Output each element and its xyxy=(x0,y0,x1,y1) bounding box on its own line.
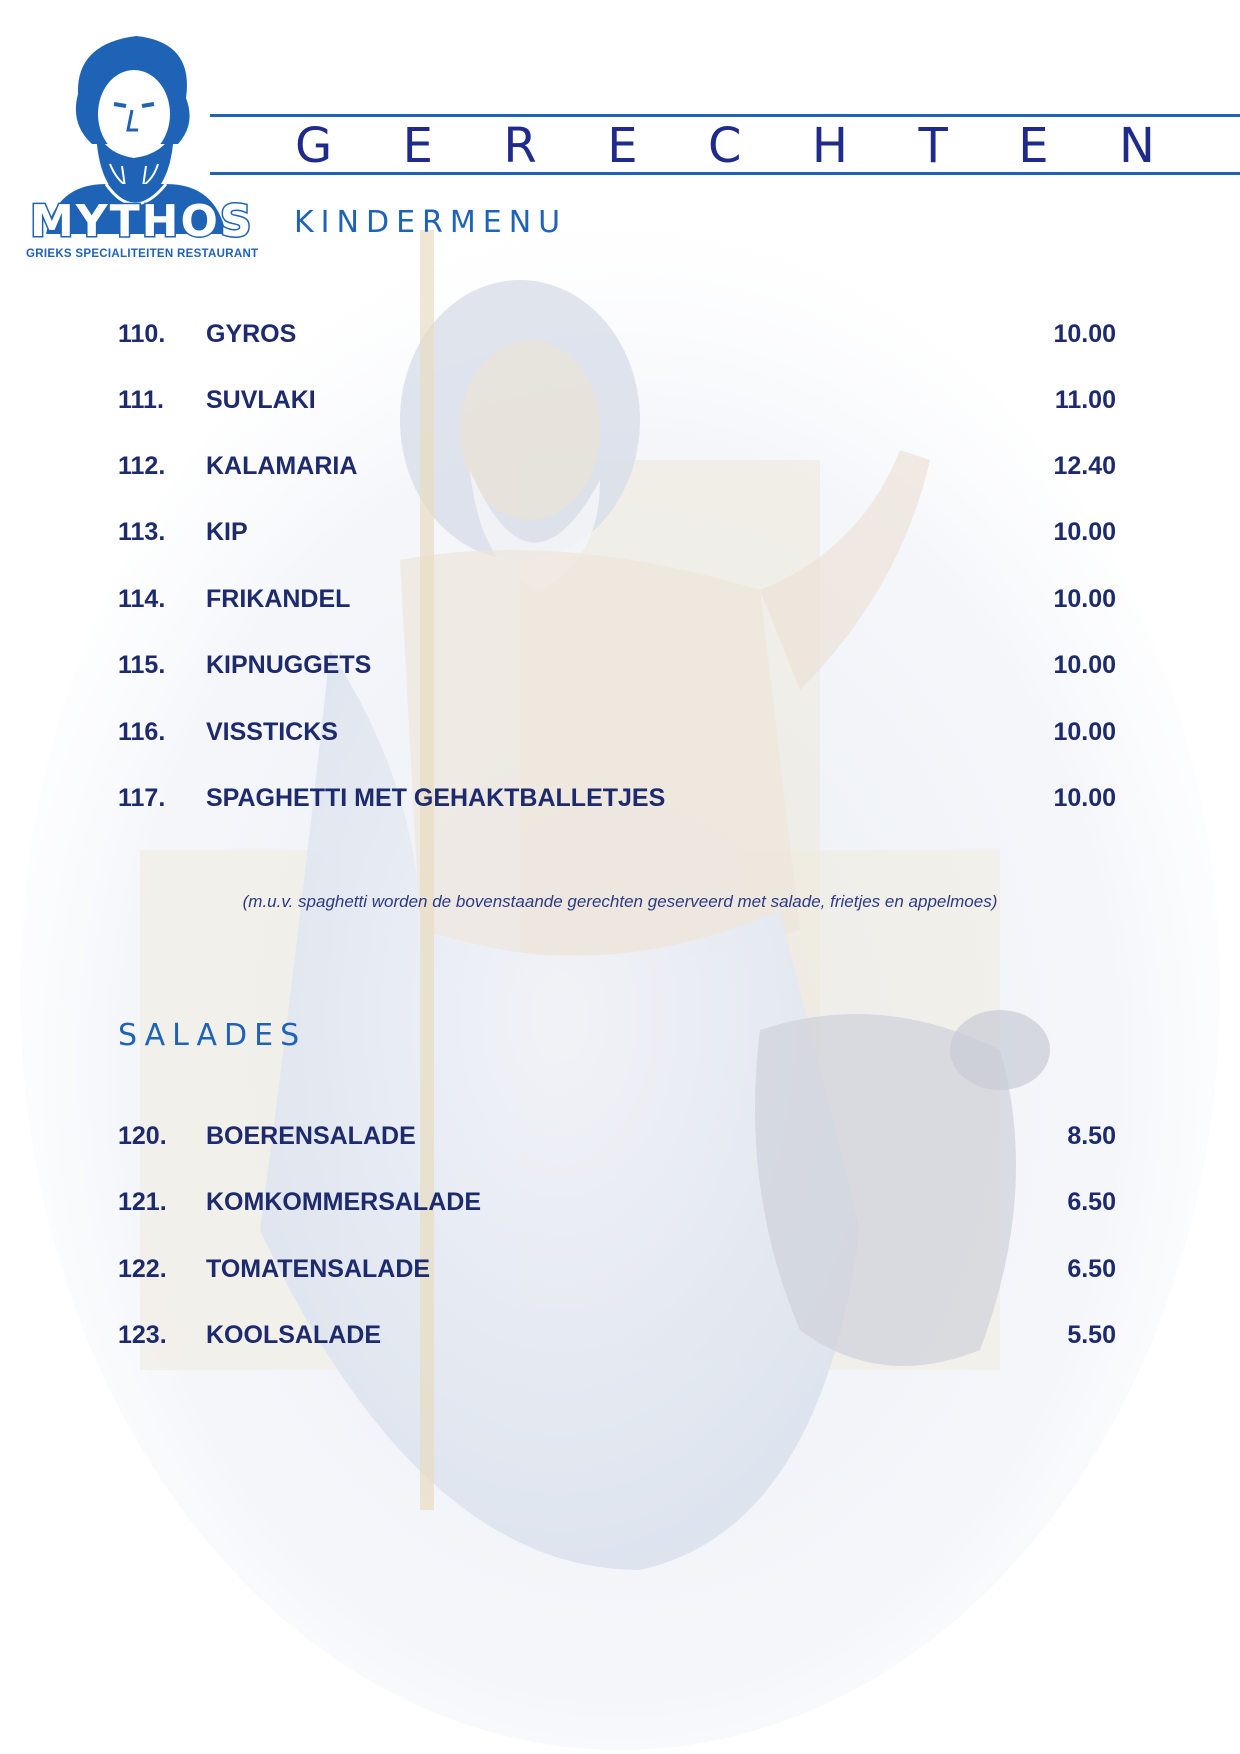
menu-item xyxy=(118,452,1116,486)
title-letter: G xyxy=(295,118,333,174)
section-title-kindermenu: KINDERMENU xyxy=(294,205,568,240)
item-name: KOOLSALADE xyxy=(206,1321,381,1349)
menu-item xyxy=(118,518,1116,552)
item-name: SUVLAKI xyxy=(206,386,316,414)
menu-item xyxy=(118,585,1116,619)
item-name: FRIKANDEL xyxy=(206,585,351,613)
logo-subtitle: GRIEKS SPECIALITEITEN RESTAURANT xyxy=(26,248,259,260)
item-number: 121. xyxy=(118,1188,167,1216)
item-name: KIP xyxy=(206,518,248,546)
item-price: 5.50 xyxy=(1067,1321,1116,1349)
item-price: 10.00 xyxy=(1053,784,1116,812)
item-number: 123. xyxy=(118,1321,167,1349)
menu-item xyxy=(118,320,1116,354)
item-name: TOMATENSALADE xyxy=(206,1255,431,1283)
item-number: 120. xyxy=(118,1122,167,1150)
item-name: KIPNUGGETS xyxy=(206,651,372,679)
item-number: 115. xyxy=(118,651,166,679)
menu-item xyxy=(118,1321,1116,1355)
item-number: 122. xyxy=(118,1255,167,1283)
item-price: 12.40 xyxy=(1053,452,1116,480)
menu-item xyxy=(118,651,1116,685)
item-name: BOERENSALADE xyxy=(206,1122,416,1150)
item-price: 10.00 xyxy=(1053,718,1116,746)
menu-item xyxy=(118,1255,1116,1289)
title-letter: E xyxy=(402,118,433,174)
item-name: KOMKOMMERSALADE xyxy=(206,1188,481,1216)
item-price: 6.50 xyxy=(1067,1255,1116,1283)
item-name: VISSTICKS xyxy=(206,718,338,746)
item-price: 10.00 xyxy=(1053,585,1116,613)
item-number: 117. xyxy=(118,784,166,812)
title-letter: R xyxy=(503,118,537,174)
item-number: 116. xyxy=(118,718,166,746)
page-title xyxy=(295,118,1155,174)
restaurant-logo xyxy=(26,34,259,264)
item-number: 110. xyxy=(118,320,166,348)
menu-item xyxy=(118,718,1116,752)
item-price: 8.50 xyxy=(1067,1122,1116,1150)
item-name: SPAGHETTI MET GEHAKTBALLETJES xyxy=(206,784,666,812)
item-number: 111. xyxy=(118,386,164,414)
title-letter: H xyxy=(811,118,849,174)
header-rule-top xyxy=(210,114,1240,117)
title-letter: N xyxy=(1118,118,1155,174)
kindermenu-note: (m.u.v. spaghetti worden de bovenstaande gerechten geserveerd met salade, frietjes en appelmoes) xyxy=(242,892,998,911)
item-number: 113. xyxy=(118,518,166,546)
item-name: KALAMARIA xyxy=(206,452,358,480)
title-letter: E xyxy=(1018,118,1049,174)
section-title-salades: SALADES xyxy=(118,1018,307,1053)
item-price: 6.50 xyxy=(1067,1188,1116,1216)
item-name: GYROS xyxy=(206,320,297,348)
menu-item xyxy=(118,784,1116,818)
title-letter: E xyxy=(607,118,638,174)
title-letter: C xyxy=(707,118,742,174)
item-number: 114. xyxy=(118,585,166,613)
item-price: 10.00 xyxy=(1053,320,1116,348)
logo-name: MYTHOS xyxy=(30,196,254,247)
item-number: 112. xyxy=(118,452,166,480)
menu-item xyxy=(118,1122,1116,1156)
item-price: 10.00 xyxy=(1053,651,1116,679)
menu-item xyxy=(118,1188,1116,1222)
menu-item xyxy=(118,386,1116,420)
item-price: 10.00 xyxy=(1053,518,1116,546)
title-letter: T xyxy=(918,118,948,174)
item-price: 11.00 xyxy=(1054,386,1116,414)
